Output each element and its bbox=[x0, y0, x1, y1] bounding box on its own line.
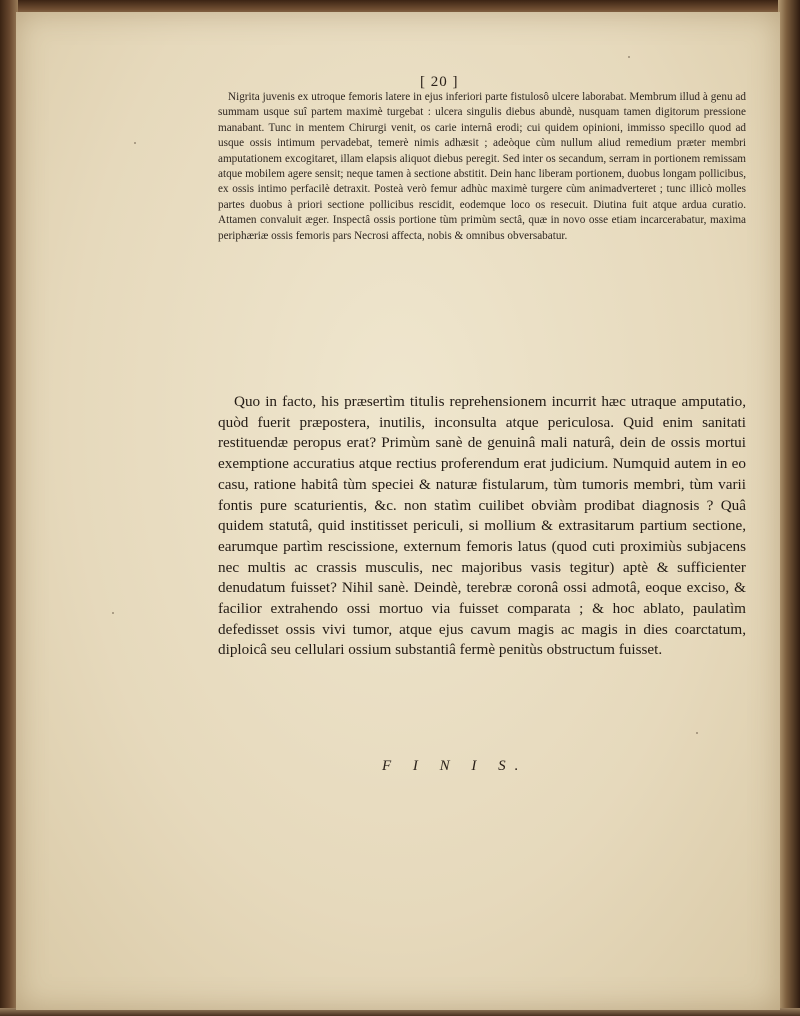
paper-speck bbox=[134, 142, 136, 144]
main-paragraph: Quo in facto, his præsertìm titulis reprehensionem incurrit hæc utraque amputatio, quòd fuerit præpostera, inutilis, inconsulta atque periculosa. Quid enim sanitati restituendæ peropus erat? Primùm sanè de genuinâ mali naturâ, dein de ossis mortui exemptione accuratius atque rectius proferendum erat judicium. Numquid autem in eo casu, ratione habitâ tùm speciei & naturæ fistularum, tùm tumoris membri, tùm varii fontis pure scaturientis, &c. non statìm cuilibet obviàm prodibat diagnosis ? Quâ quidem statutâ, quid institisset periculi, si mollium & extrasitarum partium sectione, earumque partìm rescissione, externum femoris latus (quod cuti proximiùs subjacens nec multis ac crassis musculis, nec majoribus vasis tegitur) aptè & sufficienter denudatum fuisset? Nihil sanè. Deindè, terebræ coronâ ossi admotâ, eoque exciso, & facilior extrahendo ossi mortuo via fuisset comparata ; & hoc ablato, paulatìm defedisset ossis vivi tumor, atque ejus cavum magis ac magis in dies coarctatum, diploicâ seu cellulari ossium substantiâ fermè penitùs obstructum fuisset. bbox=[218, 393, 746, 659]
case-notes bbox=[218, 90, 746, 244]
page-number: [ 20 ] bbox=[420, 74, 459, 90]
paper-speck bbox=[112, 612, 114, 614]
paper-speck bbox=[696, 732, 698, 734]
finis-mark: F I N I S. bbox=[382, 758, 528, 774]
book-right-edge bbox=[778, 0, 800, 1016]
main-text bbox=[218, 392, 746, 661]
case-notes-paragraph: Nigrita juvenis ex utroque femoris latere in ejus inferiori parte fistulosô ulcere laborabat. Membrum illud à genu ad summam usque suî partem maximè turgebat : ulcera singulis diebus abundè, nusquam tamen digitorum pressione manabant. Tunc in mentem Chirurgi venit, os carie internâ erodi; cui quidem opinioni, immisso specillo quod ad usque ossis intimum pervadebat, temerè nimis adhæsit ; adeòque cùm nullum aliud remedium præter membri amputationem excogitaret, illam elapsis aliquot diebus peregit. Sed inter os secandum, serram in portionem remissam atque mobilem agere sensit; neque tamen à sectione abstitit. Dein hanc liberam portionem, duobus longam pollicibus, ex ossis intimo perfacilè detraxit. Posteà verò femur adhùc maximè turgere cùm animadverteret ; tunc illicò molles partes duobus à priori sectione pollicibus rescidit, eodemque loco os resecuit. Diutina fuit atque ardua curatio. Attamen convaluit æger. Inspectâ ossis portione tùm primùm sectâ, quæ in novo osse etiam incarcerabatur, maxima periphæriæ ossis femoris pars Necrosi affecta, nobis & omnibus obversabatur. bbox=[218, 91, 746, 242]
paper-speck bbox=[628, 56, 630, 58]
